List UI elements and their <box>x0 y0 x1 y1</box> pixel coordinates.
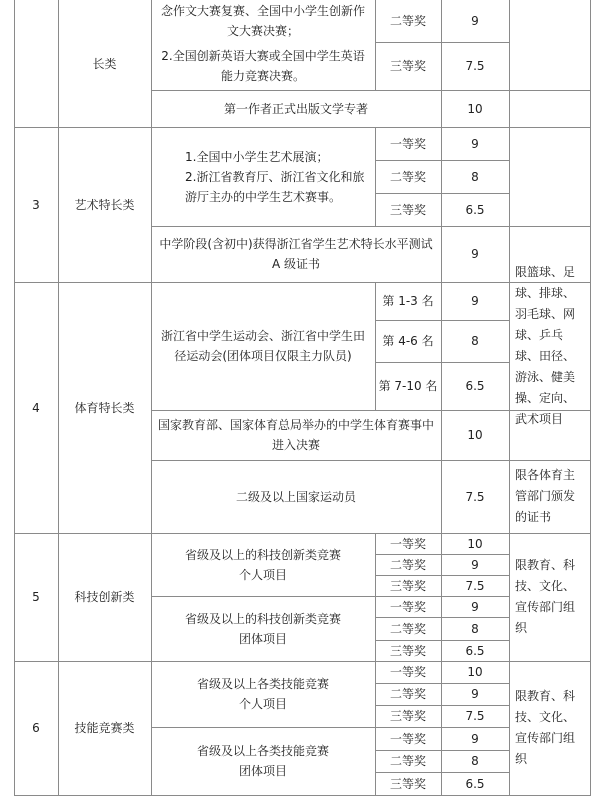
level-cell <box>375 772 441 795</box>
table-rule <box>375 0 376 90</box>
table-rule <box>151 226 591 227</box>
level-cell-text: 二等奖 <box>389 687 426 701</box>
score-cell <box>441 661 509 683</box>
level-cell-text: 二等奖 <box>389 754 426 768</box>
row-number-text: 6 <box>32 721 40 735</box>
category-cell-text: 科技创新类 <box>74 590 135 604</box>
score-cell-text: 10 <box>467 428 483 442</box>
table-rule <box>375 640 510 641</box>
level-cell <box>375 533 441 554</box>
score-cell-text: 7.5 <box>465 59 485 73</box>
level-cell <box>375 320 441 362</box>
table-rule <box>14 0 15 796</box>
item-cell <box>151 596 375 661</box>
score-cell-text: 8 <box>471 754 479 768</box>
level-cell <box>375 750 441 772</box>
note-cell-text: 限篮球、足球、排球、羽毛球、网球、乒乓球、田径、游泳、健美操、定向、武术项目 <box>515 265 576 426</box>
score-cell <box>441 362 509 410</box>
score-cell-text: 6.5 <box>465 776 485 791</box>
score-cell-text: 10 <box>467 665 483 679</box>
score-cell-text: 8 <box>471 334 479 348</box>
level-cell-text: 第 4-6 名 <box>382 334 434 348</box>
table-rule <box>151 90 591 91</box>
category-cell-text: 艺术特长类 <box>74 197 135 212</box>
row-number-text: 4 <box>32 400 40 415</box>
item-cell-text: 国家教育部、国家体育总局举办的中学生体育赛事中进入决赛 <box>157 418 434 452</box>
item-cell-text: 浙江省中学生运动会、浙江省中学生田径运动会(团体项目仅限主力队员) <box>160 329 365 363</box>
level-cell-text: 二等奖 <box>389 557 426 572</box>
item-cell-text: 省级及以上的科技创新类竞赛 团体项目 <box>184 611 341 646</box>
item-cell-text: 省级及以上的科技创新类竞赛 个人项目 <box>184 547 341 582</box>
category-cell <box>58 0 151 127</box>
table-rule <box>375 42 510 43</box>
score-cell <box>441 705 509 727</box>
note-cell-text: 限教育、科技、文化、宣传部门组织 <box>515 558 576 635</box>
score-cell <box>441 226 509 282</box>
category-cell <box>58 127 151 282</box>
note-cell <box>509 661 590 795</box>
level-cell-text: 一等奖 <box>389 536 426 551</box>
score-cell <box>441 640 509 661</box>
level-cell <box>375 705 441 727</box>
table-rule <box>375 617 510 618</box>
category-cell <box>58 661 151 795</box>
score-cell <box>441 575 509 596</box>
note-cell <box>509 460 590 533</box>
item-cell-text: 省级及以上各类技能竞赛 个人项目 <box>196 677 329 711</box>
level-cell-text: 一等奖 <box>389 731 426 746</box>
row-number <box>14 282 58 533</box>
score-cell <box>441 533 509 554</box>
table-rule <box>14 661 591 662</box>
level-cell <box>375 193 441 226</box>
level-cell <box>375 160 441 193</box>
score-cell-text: 9 <box>471 136 479 151</box>
row-number-text: 3 <box>32 197 40 212</box>
table-rule <box>151 460 591 461</box>
table-rule <box>441 0 442 796</box>
table-rule <box>590 0 591 796</box>
note-cell-text: 限各体育主管部门颁发的证书 <box>515 468 576 524</box>
table-rule <box>375 554 510 555</box>
item-cell <box>151 282 375 410</box>
item-cell <box>151 0 375 42</box>
table-rule <box>375 320 510 321</box>
level-cell <box>375 0 441 42</box>
level-cell-text: 三等奖 <box>389 59 426 73</box>
category-cell-text: 长类 <box>92 56 117 71</box>
score-cell-text: 8 <box>471 169 479 184</box>
level-cell-text: 三等奖 <box>389 578 426 593</box>
score-cell-text: 9 <box>471 599 479 614</box>
note-cell-text: 限教育、科技、文化、宣传部门组织 <box>515 689 576 766</box>
table-rule <box>151 410 591 411</box>
score-cell-text: 6.5 <box>465 643 485 658</box>
score-cell <box>441 750 509 772</box>
item-cell-text: 第一作者正式出版文学专著 <box>223 101 368 116</box>
score-cell <box>441 772 509 795</box>
table-rule <box>375 575 510 576</box>
category-cell-text: 技能竞赛类 <box>74 721 135 735</box>
item-cell-text: 中学阶段(含初中)获得浙江省学生艺术特长水平测试 A 级证书 <box>159 237 433 271</box>
score-cell <box>441 554 509 575</box>
row-number <box>14 533 58 661</box>
score-cell <box>441 160 509 193</box>
table-rule <box>375 705 510 706</box>
score-cell <box>441 42 509 90</box>
level-cell <box>375 575 441 596</box>
level-cell <box>375 42 441 90</box>
level-cell <box>375 640 441 661</box>
table-rule <box>375 127 376 226</box>
score-cell <box>441 127 509 160</box>
score-cell-text: 6.5 <box>465 202 485 217</box>
level-cell-text: 三等奖 <box>389 643 426 658</box>
level-cell <box>375 596 441 617</box>
row-number <box>14 127 58 282</box>
table-rule <box>151 596 510 597</box>
note-cell <box>509 265 590 426</box>
score-cell <box>441 683 509 705</box>
score-cell <box>441 193 509 226</box>
item-cell <box>151 533 375 596</box>
table-rule <box>14 127 591 128</box>
item-cell <box>151 727 375 795</box>
score-cell-text: 9 <box>471 294 479 308</box>
score-cell-text: 9 <box>471 557 479 572</box>
table-rule <box>375 160 510 161</box>
score-cell-text: 7.5 <box>465 709 485 723</box>
table-rule <box>151 727 510 728</box>
score-cell-text: 6.5 <box>465 379 485 393</box>
level-cell-text: 二等奖 <box>389 169 426 184</box>
level-cell-text: 二等奖 <box>389 14 426 28</box>
level-cell-text: 一等奖 <box>389 665 426 679</box>
level-cell-text: 三等奖 <box>389 709 426 723</box>
row-number <box>14 661 58 795</box>
item-cell-text: 1.全国中小学生艺术展演； 2.浙江省教育厅、浙江省文化和旅游厅主办的中学生艺术赛事。 <box>185 149 365 204</box>
score-cell-text: 10 <box>467 536 483 551</box>
table-rule <box>375 282 376 410</box>
table-rule <box>375 683 510 684</box>
category-cell <box>58 282 151 533</box>
table-rule <box>151 0 152 796</box>
table-rule <box>375 362 510 363</box>
table-rule <box>509 0 510 796</box>
score-cell <box>441 282 509 320</box>
level-cell <box>375 683 441 705</box>
score-cell-text: 9 <box>471 14 479 28</box>
score-cell <box>441 727 509 750</box>
score-cell-text: 9 <box>471 731 479 746</box>
score-cell-text: 8 <box>471 621 479 636</box>
item-cell-text: 念作文大赛复赛、全国中小学生创新作文大赛决赛； <box>160 4 365 38</box>
note-cell <box>509 533 590 661</box>
item-cell-text: 省级及以上各类技能竞赛 团体项目 <box>196 744 329 778</box>
score-cell <box>441 617 509 640</box>
item-cell <box>151 226 441 282</box>
table-rule <box>58 0 59 796</box>
level-cell-text: 二等奖 <box>389 621 426 636</box>
level-cell <box>375 661 441 683</box>
score-cell <box>441 460 509 533</box>
score-cell <box>441 90 509 127</box>
level-cell-text: 第 1-3 名 <box>382 294 434 308</box>
item-cell <box>151 42 375 90</box>
level-cell-text: 三等奖 <box>389 776 426 791</box>
score-cell <box>441 596 509 617</box>
score-cell <box>441 320 509 362</box>
table-rule <box>14 533 591 534</box>
level-cell-text: 一等奖 <box>389 599 426 614</box>
level-cell <box>375 617 441 640</box>
table-rule <box>375 772 510 773</box>
score-cell <box>441 0 509 42</box>
item-cell <box>151 460 441 533</box>
item-cell <box>151 410 441 460</box>
category-cell-text: 体育特长类 <box>74 400 135 415</box>
score-cell-text: 7.5 <box>465 578 485 593</box>
table-rule <box>14 282 591 283</box>
item-cell-text: 2.全国创新英语大赛或全国中学生英语能力竞赛决赛。 <box>161 49 365 83</box>
item-cell <box>151 127 375 226</box>
table-rule <box>375 193 510 194</box>
score-cell <box>441 410 509 460</box>
score-cell-text: 9 <box>471 247 479 261</box>
level-cell <box>375 727 441 750</box>
table-rule <box>375 750 510 751</box>
item-cell-text: 二级及以上国家运动员 <box>235 489 356 504</box>
score-cell-text: 10 <box>467 101 483 116</box>
level-cell-text: 第 7-10 名 <box>378 379 438 393</box>
level-cell-text: 一等奖 <box>389 136 426 151</box>
item-cell <box>151 90 441 127</box>
row-number-text: 5 <box>32 590 40 604</box>
level-cell-text: 三等奖 <box>389 202 426 217</box>
level-cell <box>375 362 441 410</box>
table-rule <box>14 795 591 796</box>
category-cell <box>58 533 151 661</box>
level-cell <box>375 127 441 160</box>
level-cell <box>375 282 441 320</box>
table-rule <box>375 533 376 796</box>
level-cell <box>375 554 441 575</box>
item-cell <box>151 661 375 727</box>
score-cell-text: 9 <box>471 687 479 701</box>
score-cell-text: 7.5 <box>465 489 485 504</box>
